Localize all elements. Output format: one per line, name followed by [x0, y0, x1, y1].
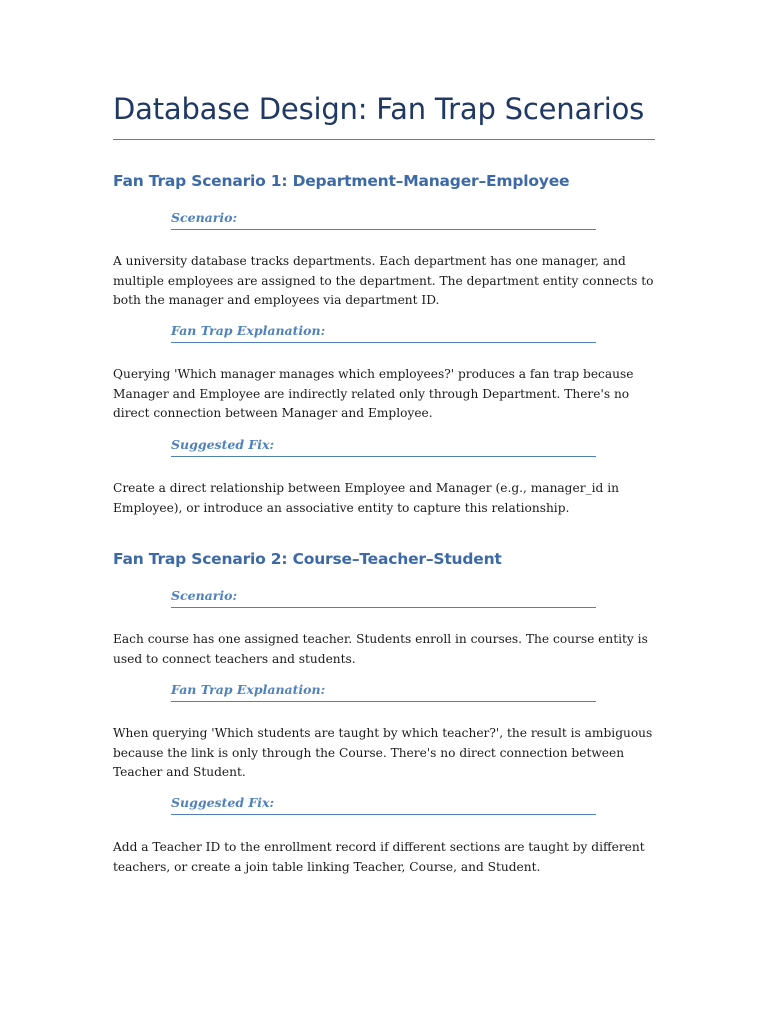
- section-2-scenario-label: Scenario:: [171, 588, 596, 608]
- document-title: Database Design: Fan Trap Scenarios: [113, 92, 645, 126]
- title-divider: [113, 139, 655, 140]
- section-2-heading: Fan Trap Scenario 2: Course–Teacher–Student: [113, 550, 502, 568]
- section-2-fix-label: Suggested Fix:: [171, 795, 596, 815]
- section-1-heading: Fan Trap Scenario 1: Department–Manager–Employee: [113, 172, 570, 190]
- section-1-fix-label: Suggested Fix:: [171, 437, 596, 457]
- section-1-scenario-text: A university database tracks departments. Each department has one manager, and multiple employees are assigned to the department. The department entity connects to both the manager and employees via department ID.: [113, 254, 654, 307]
- section-2-explanation-label: Fan Trap Explanation:: [171, 682, 596, 702]
- section-1-fix-text: Create a direct relationship between Employee and Manager (e.g., manager_id in Employee), or introduce an associative entity to capture this relationship.: [113, 481, 619, 515]
- section-2-explanation-text: When querying 'Which students are taught by which teacher?', the result is ambiguous because the link is only through the Course. There's no direct connection between Teacher and Student.: [113, 726, 653, 779]
- section-2-scenario-text: Each course has one assigned teacher. Students enroll in courses. The course entity is used to connect teachers and students.: [113, 632, 648, 666]
- section-1-explanation-label: Fan Trap Explanation:: [171, 323, 596, 343]
- section-1-scenario-label: Scenario:: [171, 210, 596, 230]
- section-1-explanation-text: Querying 'Which manager manages which employees?' produces a fan trap because Manager and Employee are indirectly related only through Department. There's no direct connection between Manager and Employee.: [113, 367, 634, 420]
- section-2-fix-text: Add a Teacher ID to the enrollment record if different sections are taught by different teachers, or create a join table linking Teacher, Course, and Student.: [113, 840, 645, 874]
